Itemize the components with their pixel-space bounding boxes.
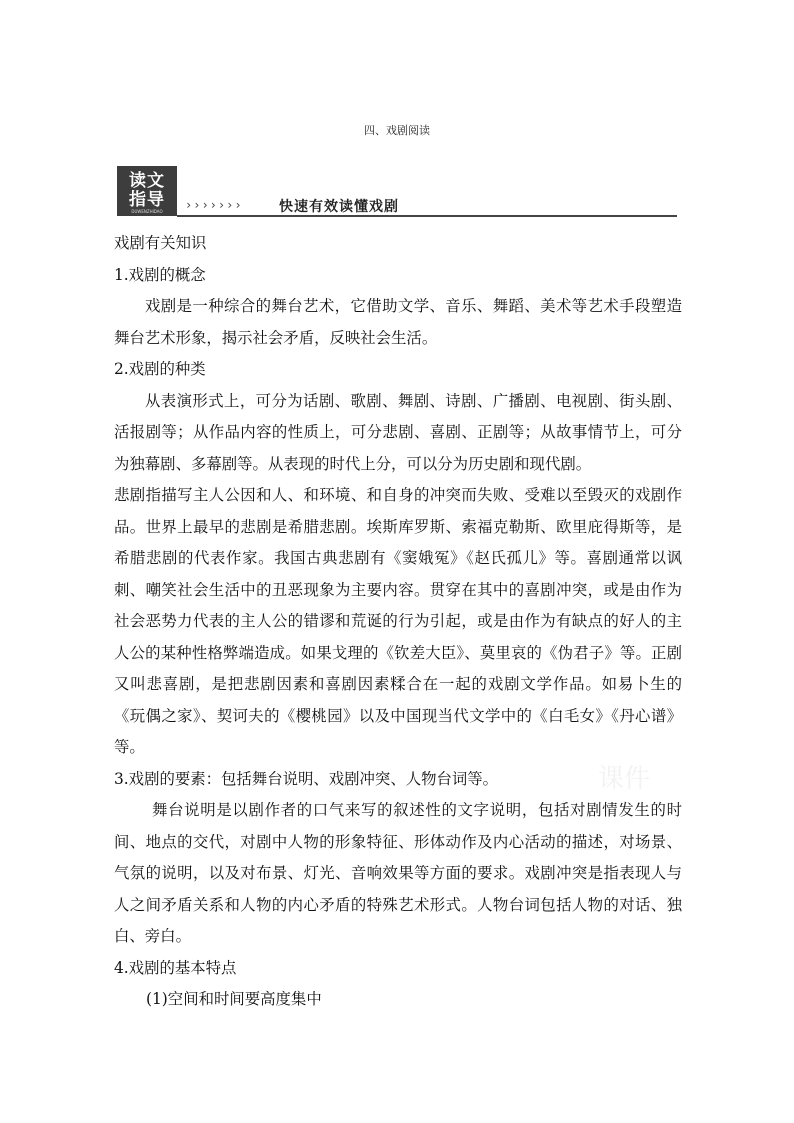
subsection-heading: 3.戏剧的要素：包括舞台说明、戏剧冲突、人物台词等。 bbox=[114, 769, 499, 788]
paragraph: 悲剧指描写主人公因和人、和环境、和自身的冲突而失败、受难以至毁灭的戏剧作品。世界上最早的悲剧是希腊悲剧。埃斯库罗斯、索福克勒斯、欧里庇得斯等，是希腊悲剧的代表作家。我国古典悲剧有《窦娥冤》《赵氏孤儿》等。喜剧通常以讽刺、嘲笑社会生活中的丑恶现象为主要内容。贯穿在其中的喜剧冲突，或是由作为社会恶势力代表的主人公的错谬和荒诞的行为引起，或是由作为有缺点的好人的主人公的某种性格弊端造成。如果戈理的《钦差大臣》、莫里哀的《伪君子》等。正剧又叫悲喜剧，是把悲剧因素和喜剧因素糅合在一起的戏剧文学作品。如易卜生的《玩偶之家》、契诃夫的《樱桃园》以及中国现当代文学中的《白毛女》《丹心谱》等。 bbox=[114, 486, 682, 756]
subsection-heading: 1.戏剧的概念 bbox=[114, 265, 206, 284]
chevron-arrows-icon: ››››››› bbox=[185, 198, 243, 212]
paragraph: 从表演形式上，可分为话剧、歌剧、舞剧、诗剧、广播剧、电视剧、街头剧、活报剧等；从作品内容的性质上，可分悲剧、喜剧、正剧等；从故事情节上，可分为独幕剧、多幕剧等。从表现的时代上分，可以分为历史剧和现代剧。 bbox=[114, 391, 682, 473]
subsection-heading: 4.戏剧的基本特点 bbox=[114, 958, 237, 977]
banner-badge bbox=[117, 166, 177, 216]
watermark: 课件 bbox=[598, 764, 651, 794]
page-title: 四、戏剧阅读 bbox=[364, 124, 430, 137]
list-item: (1)空间和时间要高度集中 bbox=[146, 990, 322, 1008]
subsection-heading: 2.戏剧的种类 bbox=[114, 360, 206, 378]
badge-text-line2: 指导 bbox=[129, 190, 165, 210]
badge-text-line1: 读文 bbox=[129, 171, 165, 191]
paragraph: 戏剧是一种综合的舞台艺术，它借助文学、音乐、舞蹈、美术等艺术手段塑造舞台艺术形象，揭示社会矛盾，反映社会生活。 bbox=[114, 297, 682, 347]
document-body bbox=[114, 228, 682, 1016]
badge-pinyin: DUWENZHIDAO bbox=[131, 209, 163, 214]
section-banner bbox=[117, 164, 677, 218]
paragraph: 舞台说明是以剧作者的口气来写的叙述性的文字说明，包括对剧情发生的时间、地点的交代，对剧中人物的形象特征、形体动作及内心活动的描述，对场景、气氛的说明，以及对布景、灯光、音响效果等方面的要求。戏剧冲突是指表现人与人之间矛盾关系和人物的内心矛盾的特殊艺术形式。人物台词包括人物的对话、独白、旁白。 bbox=[114, 801, 682, 945]
banner-title: 快速有效读懂戏剧 bbox=[279, 199, 399, 215]
banner-divider bbox=[177, 215, 677, 217]
section-heading: 戏剧有关知识 bbox=[114, 234, 207, 252]
